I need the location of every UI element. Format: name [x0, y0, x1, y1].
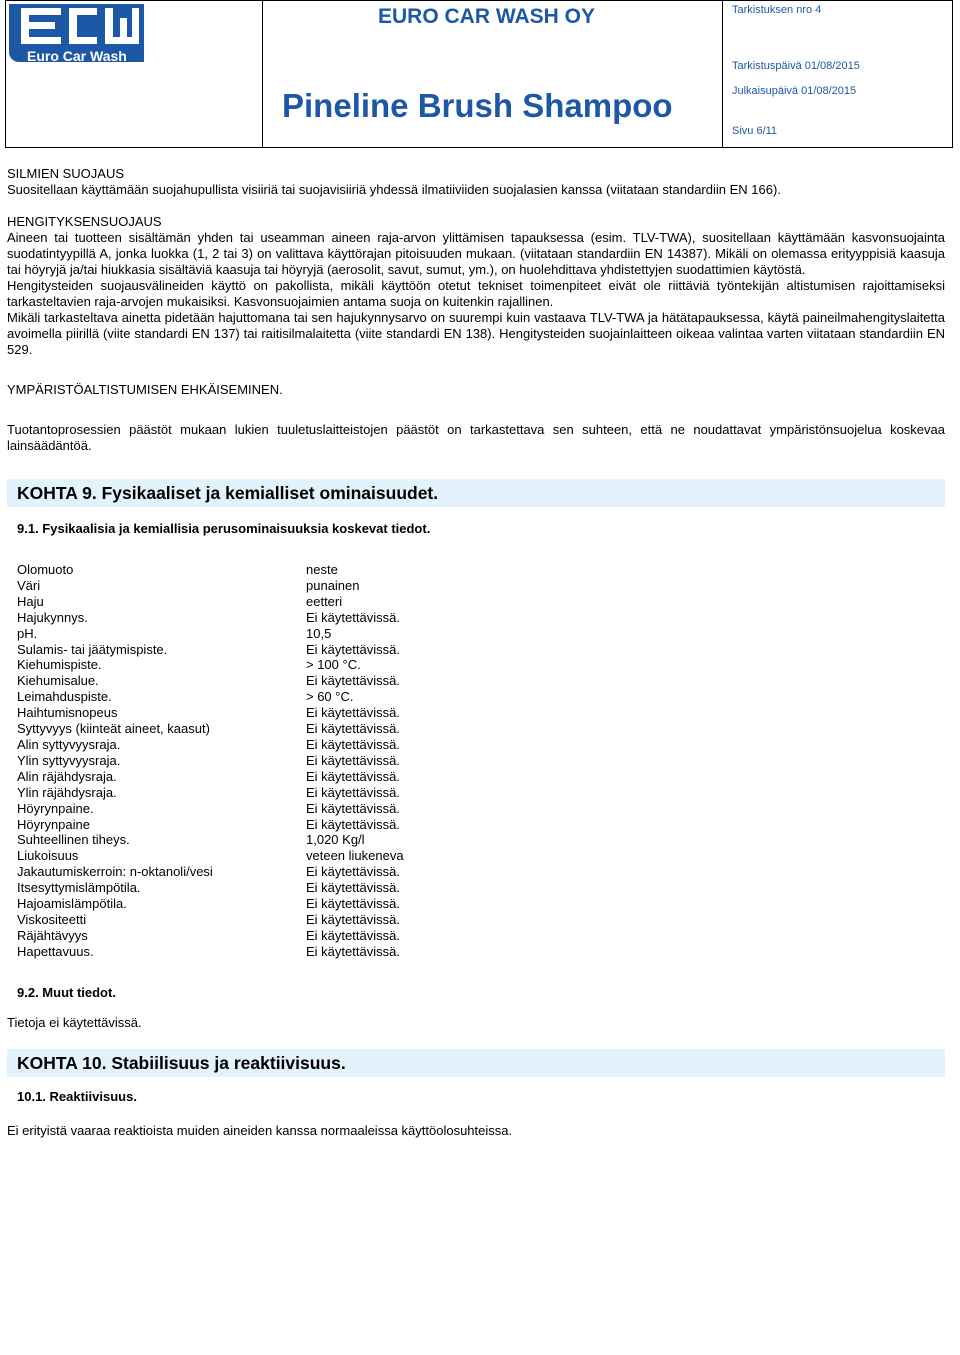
property-name: Haju: [17, 593, 44, 609]
product-name: Pineline Brush Shampoo: [282, 87, 673, 124]
revision-number: Tarkistuksen nro 4: [732, 4, 822, 16]
property-row: [17, 594, 404, 610]
property-value: veteen liukeneva: [306, 848, 404, 864]
property-value: Ei käytettävissä.: [306, 609, 400, 625]
property-value: Ei käytettävissä.: [306, 927, 400, 943]
property-row: [17, 737, 404, 753]
property-value: neste: [306, 562, 338, 577]
property-name: Alin syttyvyysraja.: [17, 736, 121, 752]
property-name: Sulamis- tai jäätymispiste.: [17, 641, 168, 657]
property-row: [17, 832, 404, 848]
property-row: [17, 673, 404, 689]
property-name: Kiehumisalue.: [17, 673, 99, 689]
property-name: Itsesyttymislämpötila.: [17, 880, 141, 896]
revision-date: Tarkistuspäivä 01/08/2015: [732, 60, 860, 72]
property-row: [17, 912, 404, 928]
property-value: Ei käytettävissä.: [306, 864, 400, 880]
section-9-2-text: Tietoja ei käytettävissä.: [7, 1014, 142, 1030]
property-row: [17, 864, 404, 880]
property-value: Ei käytettävissä.: [306, 800, 400, 816]
property-name: Kiehumispiste.: [17, 657, 102, 673]
property-value: Ei käytettävissä.: [306, 768, 400, 784]
property-row: [17, 880, 404, 896]
respiratory-protection-p1: Aineen tai tuotteen sisältämän yhden tai useamman aineen raja-arvon ylittämisen tapauksessa (esim. TLV-TWA), suositellaan käyttämään kasvonsuojainta suodatintyypillä A, jonka luokka (1, 2 tai 3) on valittava käyttörajan pitoisuuden mukaan. (viitataan standardiin EN 14387). Mikäli on olemassa erityyppisiä kaasuja tai höyryjä ja/tai hiukkasia sisältäviä kaasuja tai höyryjä (aerosolit, savut, sumut, ym.), on huolehdittava yhdistettyjen suodattimien käytöstä.: [7, 230, 945, 277]
property-value: Ei käytettävissä.: [306, 880, 400, 896]
section-10-1-text: Ei erityistä vaaraa reaktioista muiden aineiden kanssa normaaleissa käyttöolosuhteissa.: [7, 1122, 513, 1138]
property-row: [17, 657, 404, 673]
property-value: 1,020 Kg/l: [306, 832, 365, 848]
environmental-exposure-title: YMPÄRISTÖALTISTUMISEN EHKÄISEMINEN.: [7, 382, 283, 397]
property-value: > 60 °C.: [306, 689, 354, 705]
property-name: Hajukynnys.: [17, 609, 88, 625]
property-value: > 100 °C.: [306, 657, 361, 673]
property-row: [17, 562, 404, 578]
property-value: Ei käytettävissä.: [306, 673, 400, 689]
eye-protection-text: Suositellaan käyttämään suojahupullista visiiriä tai suojavisiiriä yhdessä ilmatiiviiden suojalasien kanssa (viitataan standardiin EN 166).: [7, 182, 781, 197]
property-row: [17, 896, 404, 912]
property-value: Ei käytettävissä.: [306, 911, 400, 927]
property-name: Syttyvyys (kiinteät aineet, kaasut): [17, 721, 210, 737]
section-9-1-title: 9.1. Fysikaalisia ja kemiallisia perusominaisuuksia koskevat tiedot.: [17, 521, 431, 536]
property-value: Ei käytettävissä.: [306, 784, 400, 800]
property-value: Ei käytettävissä.: [306, 705, 400, 721]
properties-table: [17, 562, 404, 960]
property-row: [17, 785, 404, 801]
document-header: [5, 0, 953, 148]
page-number: Sivu 6/11: [732, 125, 778, 137]
property-value: punainen: [306, 577, 360, 593]
section-10-title: KOHTA 10. Stabiilisuus ja reaktiivisuus.: [7, 1049, 945, 1077]
respiratory-protection-title: HENGITYKSENSUOJAUS: [7, 214, 162, 229]
section-9-title: KOHTA 9. Fysikaaliset ja kemialliset ominaisuudet.: [7, 479, 945, 507]
property-name: Olomuoto: [17, 562, 74, 577]
property-name: Ylin räjähdysraja.: [17, 784, 117, 800]
property-value: Ei käytettävissä.: [306, 896, 400, 912]
property-value: 10,5: [306, 625, 332, 641]
eye-protection-title: SILMIEN SUOJAUS: [7, 166, 125, 181]
logo-text: Euro Car Wash: [27, 48, 127, 62]
section-9-2-title: 9.2. Muut tiedot.: [17, 984, 116, 1000]
property-value: Ei käytettävissä.: [306, 736, 400, 752]
property-row: [17, 626, 404, 642]
property-name: Väri: [17, 577, 41, 593]
property-name: Liukoisuus: [17, 848, 79, 864]
property-row: [17, 944, 404, 960]
respiratory-protection-p2: Hengitysteiden suojausvälineiden käyttö on pakollista, mikäli käyttöön otetut tekniset toimenpiteet eivät ole riittäviä työntekijän altistumisen rajoittamiseksi tarkasteltavien raja-arvojen mukaisiksi. Kasvonsuojaimien antama suoja on kuitenkin rajallinen.: [7, 278, 945, 309]
property-value: Ei käytettävissä.: [306, 752, 400, 768]
property-value: Ei käytettävissä.: [306, 721, 400, 737]
property-name: pH.: [17, 625, 38, 641]
property-row: [17, 817, 404, 833]
property-row: [17, 689, 404, 705]
property-row: [17, 769, 404, 785]
property-name: Höyrynpaine: [17, 816, 90, 832]
property-name: Räjähtävyys: [17, 927, 88, 943]
company-name: EURO CAR WASH OY: [378, 5, 596, 28]
property-value: Ei käytettävissä.: [306, 641, 400, 657]
company-logo: [9, 4, 144, 62]
property-name: Suhteellinen tiheys.: [17, 832, 130, 848]
publish-date: Julkaisupäivä 01/08/2015: [732, 85, 857, 97]
property-value: Ei käytettävissä.: [306, 816, 400, 832]
property-name: Hajoamislämpötila.: [17, 896, 127, 912]
property-name: Höyrynpaine.: [17, 800, 94, 816]
property-name: Viskositeetti: [17, 911, 87, 927]
property-row: [17, 721, 404, 737]
environmental-exposure-text: Tuotantoprosessien päästöt mukaan lukien tuuletuslaitteistojen päästöt on tarkastettava sen suhteen, että ne noudattavat ympäristönsuojelua koskevaa lainsäädäntöä.: [7, 422, 945, 453]
property-name: Haihtumisnopeus: [17, 705, 118, 721]
property-row: [17, 610, 404, 626]
property-name: Jakautumiskerroin: n-oktanoli/vesi: [17, 864, 213, 880]
property-row: [17, 928, 404, 944]
property-row: [17, 705, 404, 721]
respiratory-protection-p3: Mikäli tarkasteltava ainetta pidetään hajuttomana tai sen hajukynnysarvo on suurempi kuin vastaava TLV-TWA ja hätätapauksessa, käytä paineilmahengityslaitetta avoimella piirillä (viite standardi EN 137) tai raitisilmalaitetta (viite standardi EN 138). Hengitysteiden suojainlaitteen oikeaa valintaa varten viitataan standardiin EN 529.: [7, 310, 945, 357]
property-name: Leimahduspiste.: [17, 689, 112, 705]
property-row: [17, 801, 404, 817]
section-10-1-title: 10.1. Reaktiivisuus.: [17, 1088, 137, 1104]
property-row: [17, 848, 404, 864]
property-row: [17, 753, 404, 769]
document-body: [7, 166, 945, 1139]
property-name: Ylin syttyvyysraja.: [17, 752, 121, 768]
property-name: Alin räjähdysraja.: [17, 768, 117, 784]
property-row: [17, 642, 404, 658]
property-name: Hapettavuus.: [17, 943, 94, 959]
property-value: Ei käytettävissä.: [306, 943, 400, 959]
property-row: [17, 578, 404, 594]
property-value: eetteri: [306, 593, 343, 609]
